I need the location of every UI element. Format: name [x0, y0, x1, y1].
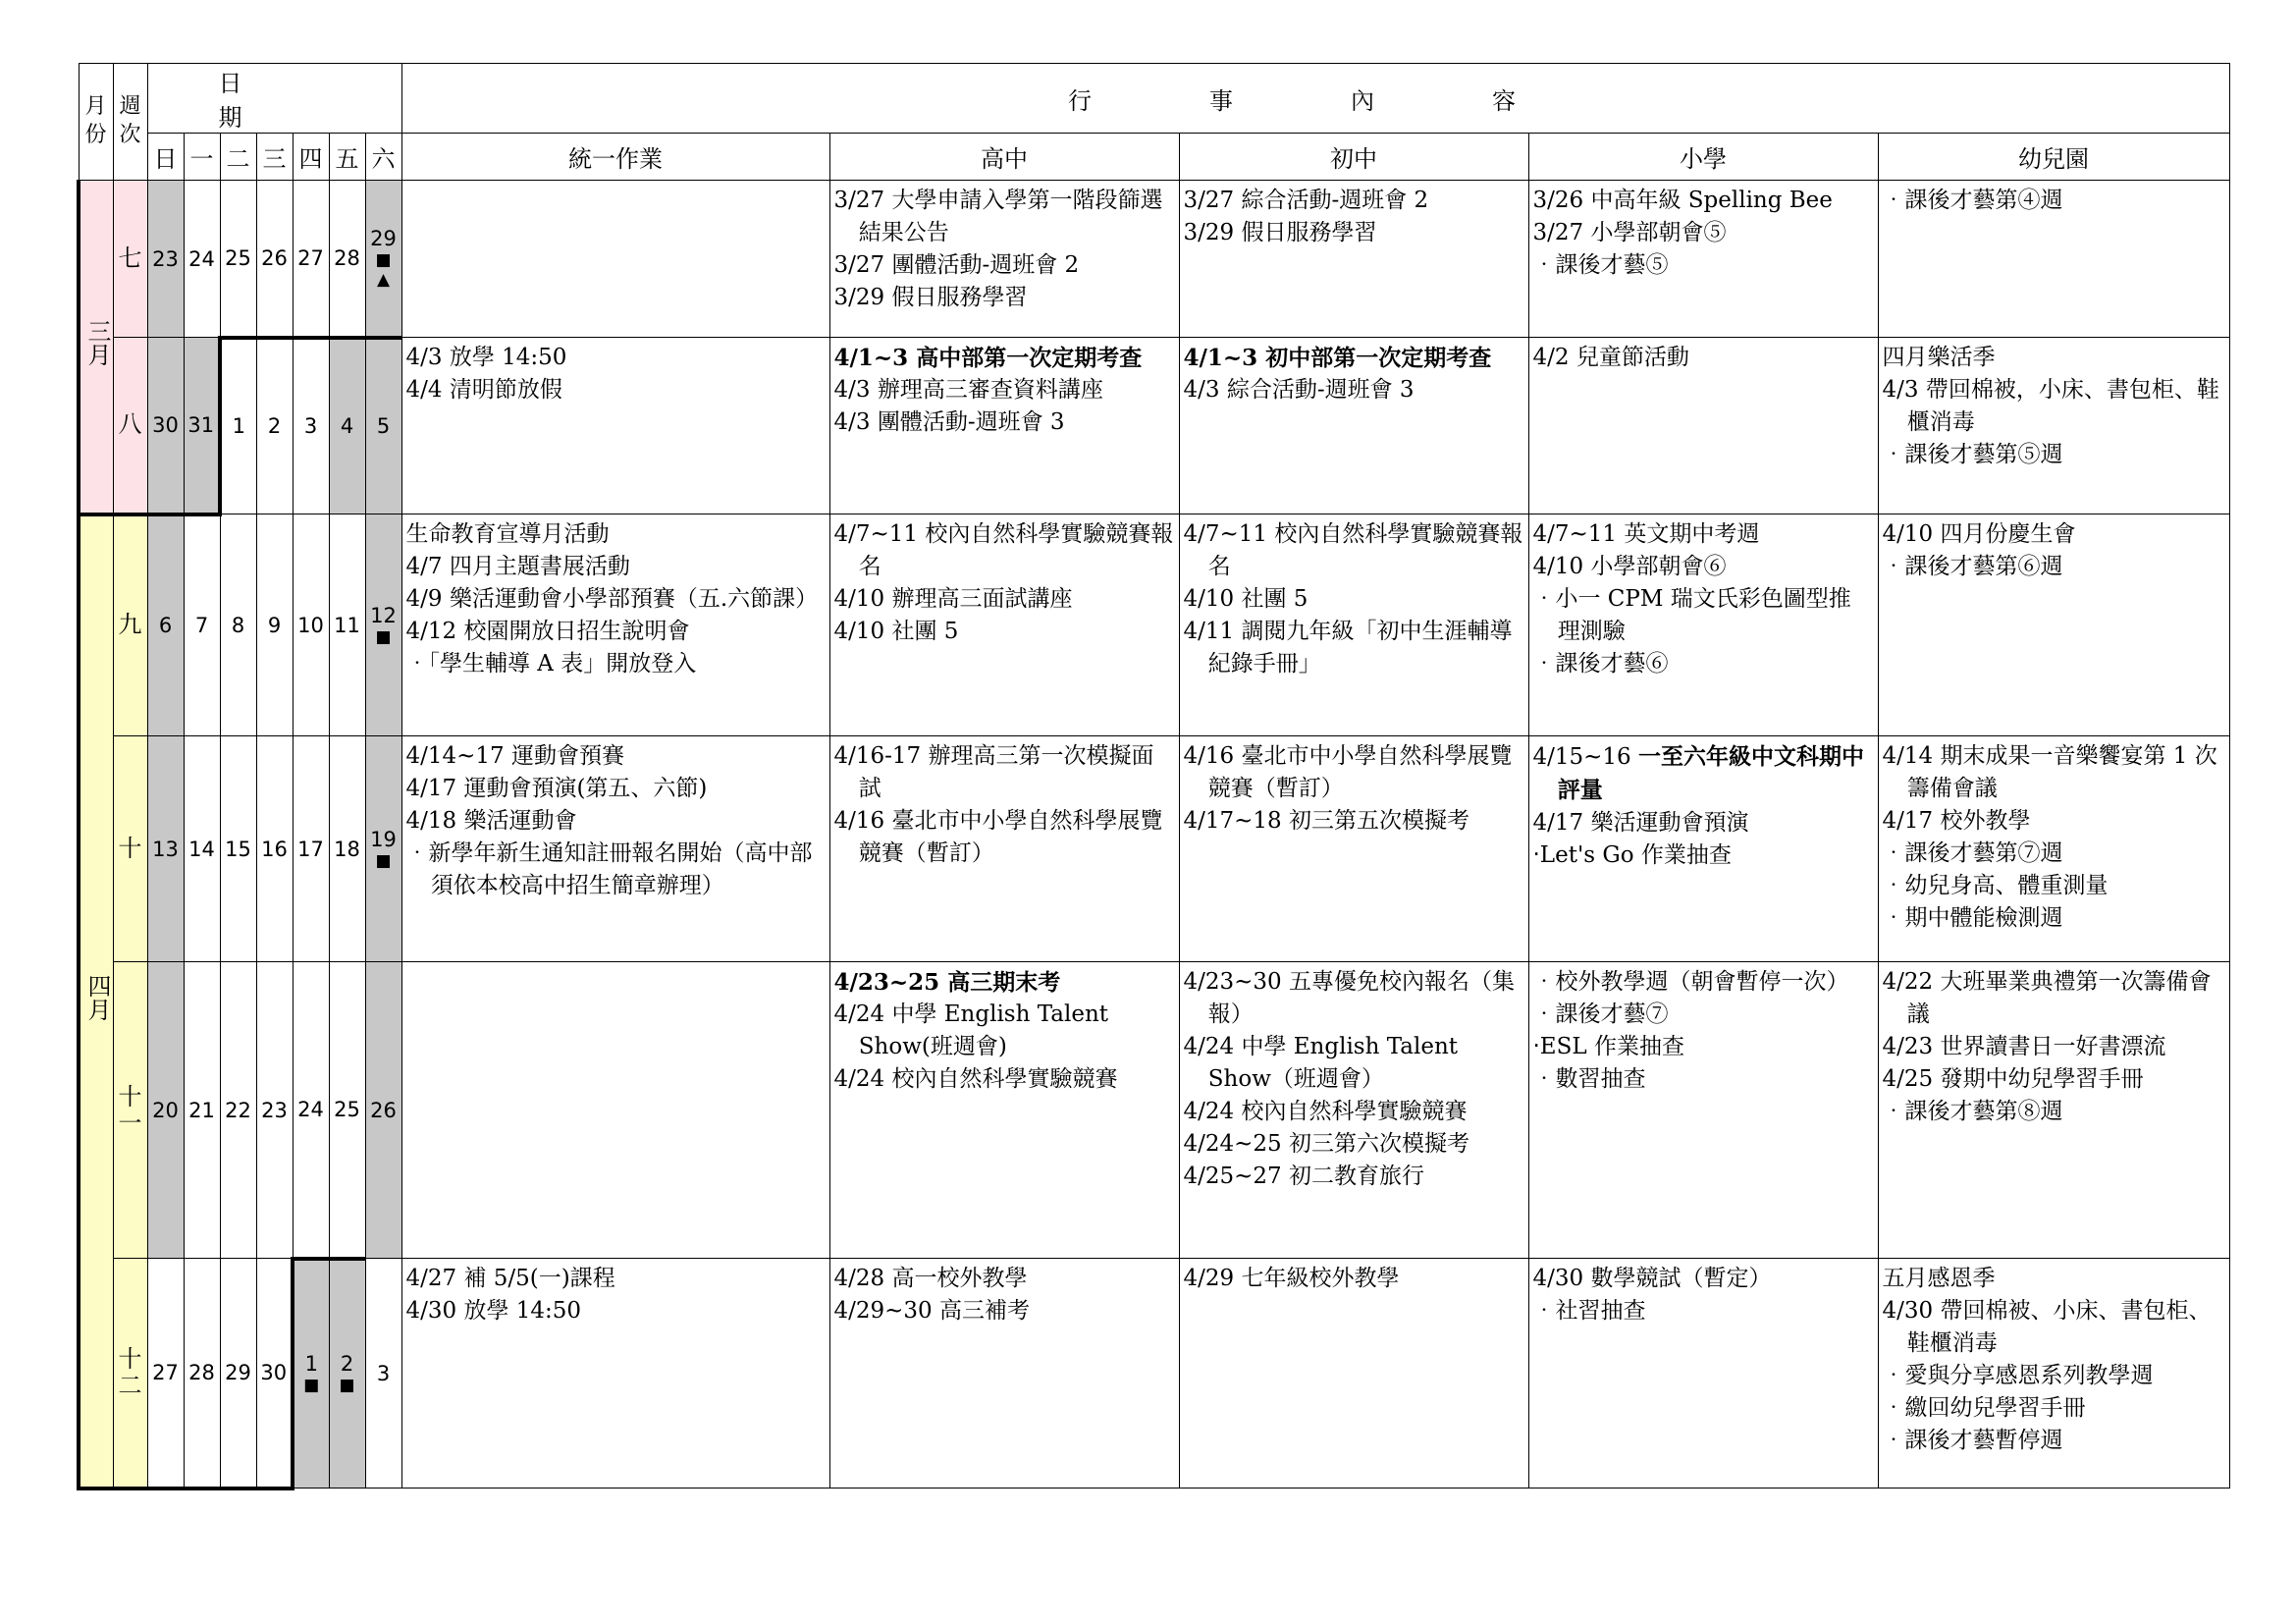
events-senior: [829, 514, 1179, 736]
events-elementary: [1528, 736, 1878, 962]
date-cell: 27: [293, 181, 329, 338]
events-junior: [1179, 338, 1528, 514]
events-kinder: [1878, 181, 2229, 338]
events-junior: [1179, 181, 1528, 338]
event-line: 3/27 小學部朝會⑤: [1532, 220, 1727, 245]
event-line: ‧期中體能檢測週: [1882, 905, 2063, 931]
date-cell: 8: [220, 514, 256, 736]
date-cell: 13: [147, 736, 184, 962]
date-cell: 2 ■: [329, 1259, 365, 1489]
date-cell: 23: [147, 181, 184, 338]
event-line: 4/3 放學 14:50: [405, 345, 567, 370]
event-line: 4/16 臺北市中小學自然科學展覽競賽（暫訂）: [1183, 743, 1513, 801]
event-line: 4/17 校外教學: [1882, 808, 2031, 834]
events-elementary: [1528, 514, 1878, 736]
month-header: 月 份: [79, 64, 113, 181]
event-line: 3/26 中高年級 Spelling Bee: [1532, 188, 1833, 213]
content-header: 行 事 內 容: [401, 64, 2229, 134]
events-kinder: [1878, 736, 2229, 962]
date-cell: 30: [147, 338, 184, 514]
event-line: 五月感恩季: [1882, 1266, 1996, 1291]
event-line: ‧繳回幼兒學習手冊: [1882, 1395, 2086, 1421]
event-line: 4/15~16 一至六年級中文科期中評量: [1532, 743, 1864, 803]
events-senior: [829, 338, 1179, 514]
event-line: 4/10 社團 5: [1183, 586, 1308, 612]
event-line: 4/3 團體活動-週班會 3: [833, 409, 1065, 435]
event-line: 4/4 清明節放假: [405, 377, 562, 403]
week-number: 九: [113, 514, 147, 736]
date-cell: 18: [329, 736, 365, 962]
event-line: ‧數習抽查: [1532, 1066, 1646, 1092]
event-line: 4/24~25 初三第六次模擬考: [1183, 1131, 1469, 1157]
week-number: 八: [113, 338, 147, 514]
event-line: 3/29 假日服務學習: [833, 285, 1028, 310]
events-kinder: [1878, 1259, 2229, 1489]
date-cell: 6: [147, 514, 184, 736]
event-line: 4/25~27 初二教育旅行: [1183, 1164, 1424, 1189]
event-line: 4/2 兒童節活動: [1532, 345, 1689, 370]
event-line: 4/1~3 初中部第一次定期考查: [1183, 345, 1492, 371]
date-cell: 4: [329, 338, 365, 514]
event-line: ‧課後才藝暫停週: [1882, 1428, 2063, 1453]
event-line: 4/16-17 辦理高三第一次模擬面試: [833, 743, 1154, 801]
event-line: 4/23~30 五專優免校內報名（集報）: [1183, 969, 1515, 1027]
dayname-mon: 一: [184, 134, 220, 181]
event-line: 4/24 中學 English Talent Show(班週會): [833, 1001, 1109, 1059]
holiday-marks: ■ ▲: [375, 249, 392, 290]
event-line: 4/10 辦理高三面試講座: [833, 586, 1073, 612]
date-cell: 2: [256, 338, 293, 514]
events-junior: [1179, 514, 1528, 736]
date-cell-saturday: 26: [365, 962, 401, 1259]
events-senior: [829, 181, 1179, 338]
event-line: ‧課後才藝⑥: [1532, 651, 1669, 677]
date-cell: 3: [293, 338, 329, 514]
event-line: ‧課後才藝第⑥週: [1882, 554, 2063, 579]
event-line: 4/7~11 英文期中考週: [1532, 521, 1760, 547]
event-line: 3/29 假日服務學習: [1183, 220, 1377, 245]
date-cell: 1 ■: [293, 1259, 329, 1489]
event-line: 3/27 團體活動-週班會 2: [833, 252, 1080, 278]
date-cell: 15: [220, 736, 256, 962]
date-cell: 28: [329, 181, 365, 338]
date-cell: 23: [256, 962, 293, 1259]
week-number: 十二: [113, 1259, 147, 1489]
week-number: 七: [113, 181, 147, 338]
event-line: 4/17 樂活運動會預演: [1532, 810, 1749, 836]
event-line: ‧「學生輔導 A 表」開放登入: [405, 651, 697, 677]
event-line: 4/12 校園開放日招生說明會: [405, 619, 690, 644]
date-header: 日 期: [147, 64, 401, 134]
event-line: ‧新學年新生通知註冊報名開始（高中部須依本校高中招生簡章辦理）: [405, 840, 813, 898]
division-kinder: 幼兒園: [1878, 134, 2229, 181]
date-cell: 28: [184, 1259, 220, 1489]
event-line: 4/9 樂活運動會小學部預賽（五.六節課）: [405, 586, 819, 612]
events-kinder: [1878, 514, 2229, 736]
date-cell: 16: [256, 736, 293, 962]
date-cell: 1: [220, 338, 256, 514]
event-line: 4/29 七年級校外教學: [1183, 1266, 1400, 1291]
event-line: 4/23~25 高三期末考: [833, 969, 1061, 996]
events-senior: [829, 736, 1179, 962]
date-cell: 31: [184, 338, 220, 514]
event-line: ‧ESL 作業抽查: [1532, 1034, 1684, 1059]
date-cell: 29: [220, 1259, 256, 1489]
event-line: 生命教育宣導月活動: [405, 521, 610, 547]
event-line: 4/3 帶回棉被，小床、書包柜、鞋櫃消毒: [1882, 377, 2219, 435]
events-unified: [401, 736, 829, 962]
dayname-sun: 日: [147, 134, 184, 181]
event-line: ‧課後才藝⑦: [1532, 1001, 1669, 1027]
date-cell: 14: [184, 736, 220, 962]
event-line: 四月樂活季: [1882, 345, 1996, 370]
events-junior: [1179, 962, 1528, 1259]
event-line: 4/14 期末成果一音樂饗宴第 1 次籌備會議: [1882, 743, 2217, 801]
event-line: 4/30 放學 14:50: [405, 1298, 582, 1324]
event-line: 4/16 臺北市中小學自然科學展覽競賽（暫訂）: [833, 808, 1163, 866]
events-kinder: [1878, 962, 2229, 1259]
events-elementary: [1528, 962, 1878, 1259]
event-line: 4/3 綜合活動-週班會 3: [1183, 377, 1415, 403]
events-senior: [829, 1259, 1179, 1489]
month-march: 三月: [79, 181, 113, 514]
events-unified: [401, 181, 829, 338]
events-junior: [1179, 736, 1528, 962]
event-line: 4/28 高一校外教學: [833, 1266, 1028, 1291]
holiday-marks: ■: [375, 850, 392, 871]
holiday-marks: ■: [375, 626, 392, 647]
date-cell: 21: [184, 962, 220, 1259]
week-number: 十一: [113, 962, 147, 1259]
event-line: 4/1~3 高中部第一次定期考查: [833, 345, 1143, 371]
event-line: ‧課後才藝第⑤週: [1882, 442, 2063, 467]
date-cell: 5: [365, 338, 401, 514]
event-line: ‧Let's Go 作業抽查: [1532, 842, 1732, 868]
event-line: ‧小一 CPM 瑞文氏彩色圖型推理測驗: [1532, 586, 1851, 644]
division-elementary: 小學: [1528, 134, 1878, 181]
events-unified: [401, 1259, 829, 1489]
event-line: 4/10 小學部朝會⑥: [1532, 554, 1727, 579]
event-line: 4/22 大班畢業典禮第一次籌備會議: [1882, 969, 2212, 1027]
event-line: ‧校外教學週（朝會暫停一次）: [1532, 969, 1849, 995]
event-line: 4/17 運動會預演(第五、六節): [405, 776, 708, 801]
event-line: ‧幼兒身高、體重測量: [1882, 873, 2109, 898]
date-cell: 24: [184, 181, 220, 338]
date-cell: 26: [256, 181, 293, 338]
dayname-thu: 四: [293, 134, 329, 181]
event-line: ‧社習抽查: [1532, 1298, 1646, 1324]
date-cell: 17: [293, 736, 329, 962]
dayname-fri: 五: [329, 134, 365, 181]
date-cell: 24: [293, 962, 329, 1259]
calendar-table: [77, 63, 2230, 1490]
events-elementary: [1528, 1259, 1878, 1489]
dayname-sat: 六: [365, 134, 401, 181]
dayname-tue: 二: [220, 134, 256, 181]
events-elementary: [1528, 338, 1878, 514]
date-cell-saturday: 29 ■ ▲: [365, 181, 401, 338]
event-line: 4/23 世界讀書日一好書漂流: [1882, 1034, 2166, 1059]
event-line: 4/10 四月份慶生會: [1882, 521, 2076, 547]
event-line: 4/10 社團 5: [833, 619, 959, 644]
event-line: 4/3 辦理高三審查資料講座: [833, 377, 1103, 403]
week-header: 週 次: [113, 64, 147, 181]
events-junior: [1179, 1259, 1528, 1489]
event-line: 3/27 大學申請入學第一階段篩選結果公告: [833, 188, 1163, 245]
events-elementary: [1528, 181, 1878, 338]
holiday-marks: ■: [339, 1376, 355, 1396]
date-cell: 25: [329, 962, 365, 1259]
event-line: 4/30 帶回棉被、小床、書包柜、鞋櫃消毒: [1882, 1298, 2212, 1356]
division-unified: 統一作業: [401, 134, 829, 181]
division-senior: 高中: [829, 134, 1179, 181]
events-unified: [401, 514, 829, 736]
event-line: 4/11 調閱九年級「初中生涯輔導紀錄手冊」: [1183, 619, 1513, 677]
events-senior: [829, 962, 1179, 1259]
month-april: 四月: [79, 514, 113, 1489]
events-kinder: [1878, 338, 2229, 514]
event-line: ‧課後才藝⑤: [1532, 252, 1669, 278]
event-line: 4/7~11 校內自然科學實驗競賽報名: [833, 521, 1174, 579]
event-line: 4/17~18 初三第五次模擬考: [1183, 808, 1469, 834]
date-cell-saturday: 12 ■: [365, 514, 401, 736]
event-line: ‧愛與分享感恩系列教學週: [1882, 1363, 2154, 1388]
dayname-wed: 三: [256, 134, 293, 181]
date-cell: 22: [220, 962, 256, 1259]
event-line: 4/25 發期中幼兒學習手冊: [1882, 1066, 2144, 1092]
event-line: 4/24 校內自然科學實驗競賽: [1183, 1099, 1468, 1124]
event-line: 4/14~17 運動會預賽: [405, 743, 624, 769]
date-cell: 10: [293, 514, 329, 736]
event-line: 4/18 樂活運動會: [405, 808, 577, 834]
event-line: 4/29~30 高三補考: [833, 1298, 1030, 1324]
event-line: 4/24 校內自然科學實驗競賽: [833, 1066, 1118, 1092]
date-cell: 30: [256, 1259, 293, 1489]
event-line: 4/27 補 5/5(一)課程: [405, 1266, 615, 1291]
event-line: 4/7~11 校內自然科學實驗競賽報名: [1183, 521, 1523, 579]
event-line: 4/30 數學競試（暫定）: [1532, 1266, 1772, 1291]
event-line: 4/7 四月主題書展活動: [405, 554, 630, 579]
date-cell: 27: [147, 1259, 184, 1489]
event-line: 4/24 中學 English Talent Show（班週會）: [1183, 1034, 1459, 1092]
date-cell: 25: [220, 181, 256, 338]
event-line: ‧課後才藝第④週: [1882, 188, 2063, 213]
division-junior: 初中: [1179, 134, 1528, 181]
week-number: 十: [113, 736, 147, 962]
date-cell: 11: [329, 514, 365, 736]
events-unified: [401, 338, 829, 514]
date-cell: 9: [256, 514, 293, 736]
date-cell: 3: [365, 1259, 401, 1489]
event-line: 3/27 綜合活動-週班會 2: [1183, 188, 1429, 213]
event-line: ‧課後才藝第⑧週: [1882, 1099, 2063, 1124]
event-line: ‧課後才藝第⑦週: [1882, 840, 2063, 866]
events-unified: [401, 962, 829, 1259]
date-cell-saturday: 19 ■: [365, 736, 401, 962]
date-cell: 7: [184, 514, 220, 736]
date-cell: 20: [147, 962, 184, 1259]
holiday-marks: ■: [303, 1376, 320, 1396]
